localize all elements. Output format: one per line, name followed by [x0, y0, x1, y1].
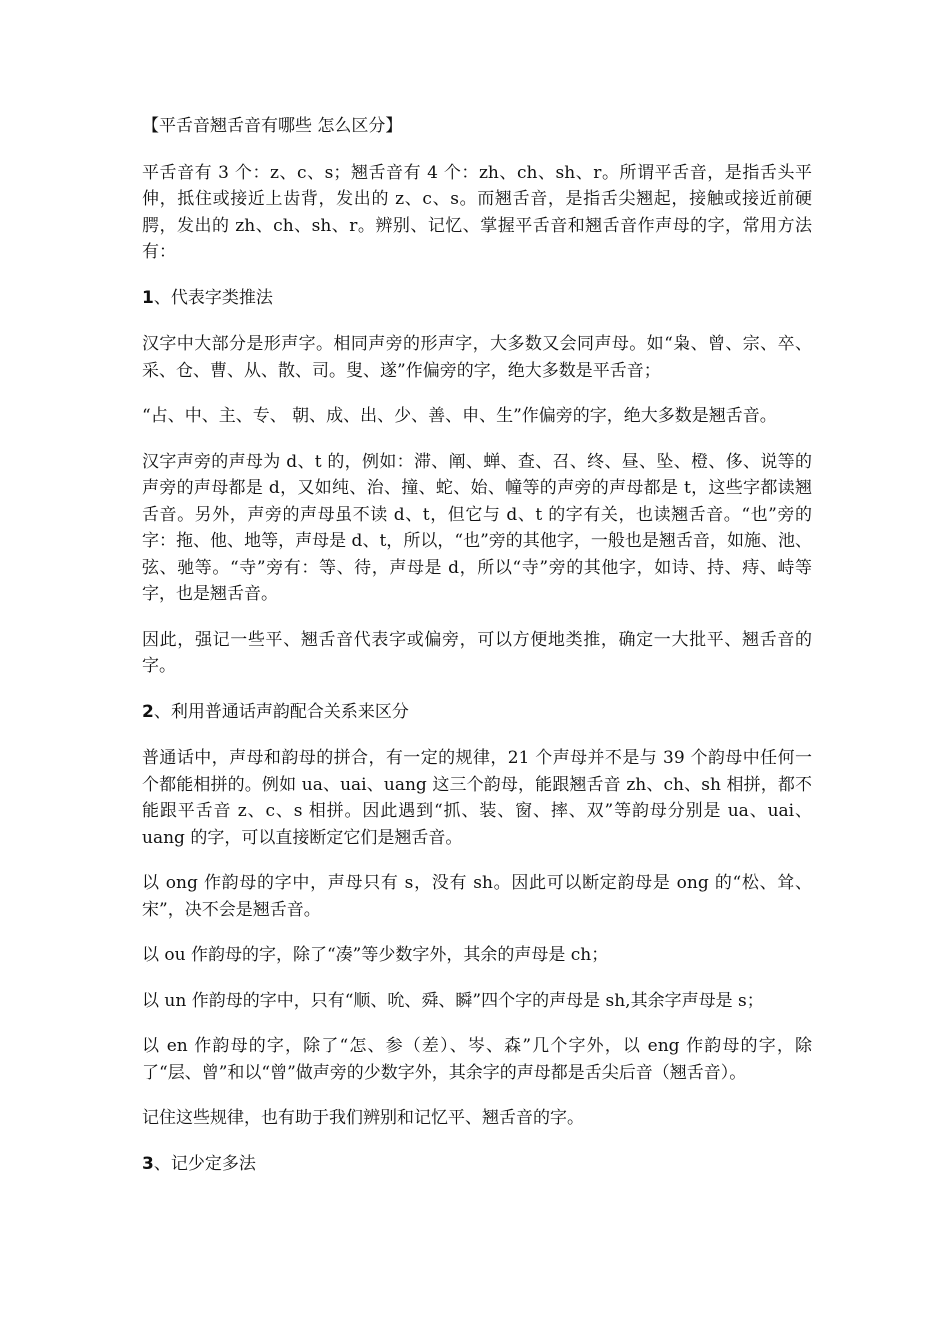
paragraph: 以 ong 作韵母的字中，声母只有 s，没有 sh。因此可以断定韵母是 ong 的“松、耸、宋”，决不会是翘舌音。 [142, 873, 812, 920]
section-title: 、记少定多法 [153, 1153, 256, 1174]
paragraph: 汉字声旁的声母为 d、t 的，例如：滞、阐、蝉、查、召、终、昼、坠、橙、侈、说等的声旁的声母都是 d，又如纯、治、撞、蛇、始、幢等的声旁的声母都是 t，这些字都读翘舌音。另外，声旁的声母虽不读 d、t，但它与 d、t 的字有关，也读翘舌音。“也”旁的字：拖、他、地等，声母是 d、t，所以，“也”旁的其他字，一般也是翘舌音，如施、池、弦、驰等。“寺”旁有：等、待，声母是 d，所以“寺”旁的其他字，如诗、持、痔、峙等字，也是翘舌音。 [142, 451, 812, 604]
paragraph: “占、中、主、专、 朝、成、出、少、善、申、生”作偏旁的字，绝大多数是翘舌音。 [142, 406, 777, 426]
section-title: 、利用普通话声韵配合关系来区分 [153, 701, 409, 722]
document-title: 【平舌音翘舌音有哪些 怎么区分】 [142, 116, 403, 136]
paragraph: 以 ou 作韵母的字，除了“凑”等少数字外，其余的声母是 ch； [142, 945, 609, 965]
document-body [142, 113, 812, 1197]
section-number: 3 [142, 1153, 154, 1174]
section-1-heading [142, 285, 812, 312]
paragraph: 以 en 作韵母的字，除了“怎、参（差）、岑、森”几个字外，以 eng 作韵母的字，除了“层、曾”和以“曾”做声旁的少数字外，其余字的声母都是舌尖后音（翘舌音）。 [142, 1036, 812, 1083]
paragraph: 普通话中，声母和韵母的拼合，有一定的规律，21 个声母并不是与 39 个韵母中任何一个都能相拼的。例如 ua、uai、uang 这三个韵母，能跟翘舌音 zh、ch、sh 相拼，都不能跟平舌音 z、c、s 相拼。因此遇到“抓、装、窗、摔、双”等韵母分别是 ua、uai、uang 的字，可以直接断定它们是翘舌音。 [142, 748, 812, 848]
paragraph: 因此，强记一些平、翘舌音代表字或偏旁，可以方便地类推，确定一大批平、翘舌音的字。 [142, 629, 812, 676]
paragraph: 以 un 作韵母的字中，只有“顺、吮、舜、瞬”四个字的声母是 sh,其余字声母是 s； [142, 990, 764, 1011]
intro-paragraph: 平舌音有 3 个：z、c、s；翘舌音有 4 个：zh、ch、sh、r。所谓平舌音，是指舌头平伸，抵住或接近上齿背，发出的 z、c、s。而翘舌音，是指舌尖翘起，接触或接近前硬腭，发出的 zh、ch、sh、r。辨别、记忆、掌握平舌音和翘舌音作声母的字，常用方法有： [142, 162, 812, 262]
section-2-heading [142, 699, 812, 726]
paragraph: 汉字中大部分是形声字。相同声旁的形声字，大多数又会同声母。如“枭、曾、宗、卒、采、仓、曹、从、散、司。叟、遂”作偏旁的字，绝大多数是平舌音； [142, 334, 812, 381]
paragraph: 记住这些规律，也有助于我们辨别和记忆平、翘舌音的字。 [142, 1108, 584, 1128]
section-number: 1 [142, 287, 154, 308]
section-number: 2 [142, 701, 154, 722]
section-3-heading [142, 1151, 812, 1178]
section-title: 、代表字类推法 [153, 287, 273, 308]
